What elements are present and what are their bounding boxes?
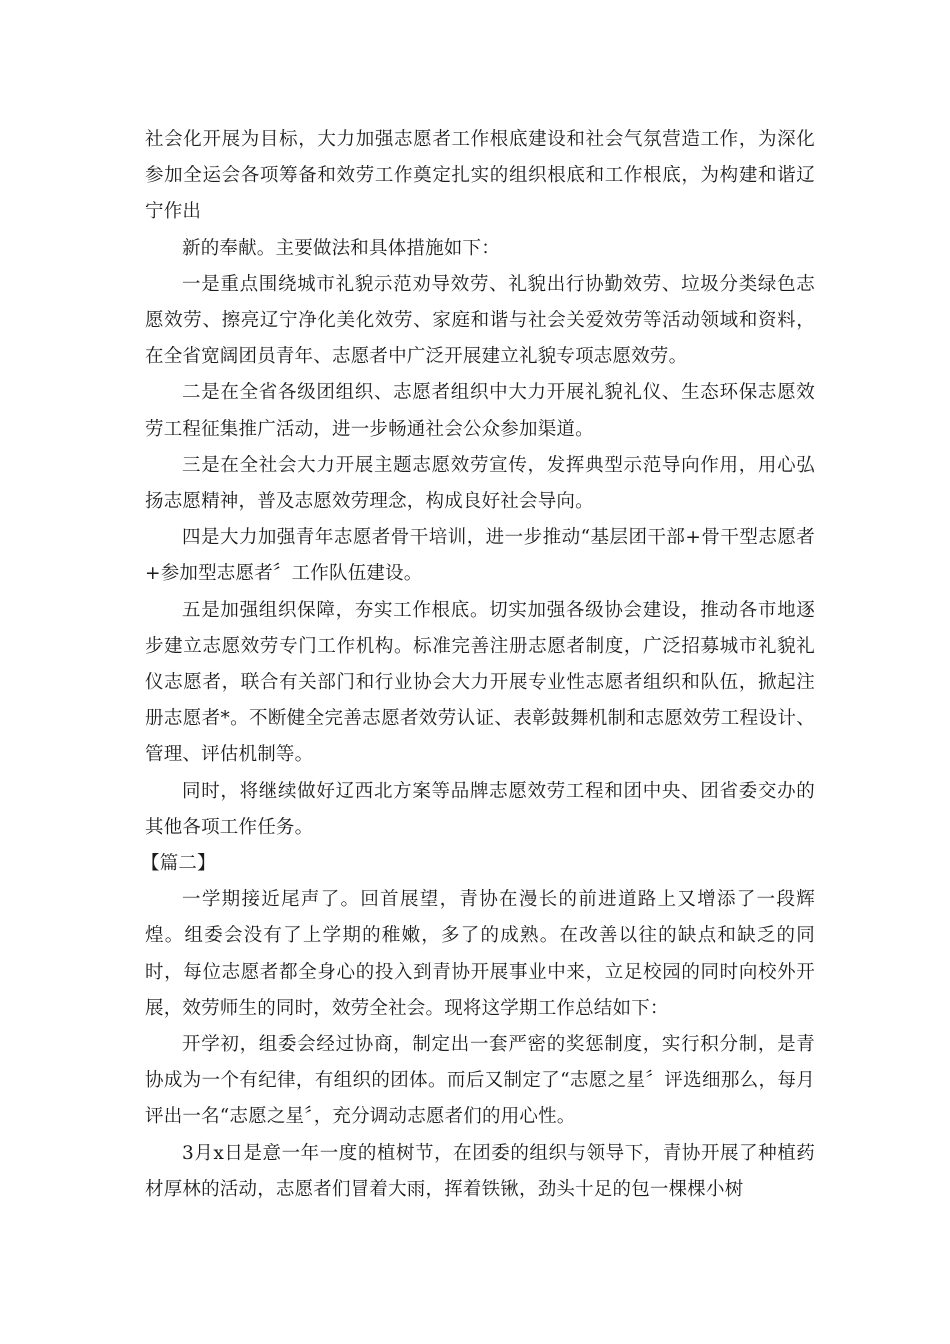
paragraph-measure-five: 五是加强组织保障，夯实工作根底。切实加强各级协会建设，推动各市地逐步建立志愿效劳专门工作机构。标准完善注册志愿者制度，广泛招募城市礼貌礼仪志愿者，联合有关部门和行业协会大力开展专业性志愿者组织和队伍，掀起注册志愿者*。不断健全完善志愿者效劳认证、表彰鼓舞机制和志愿效劳工程设计、管理、评估机制等。 [145,599,815,766]
paragraph-tree-planting: 3月x日是意一年一度的植树节，在团委的组织与领导下，青协开展了种植药材厚林的活动，志愿者们冒着大雨，挥着铁锹，劲头十足的包一棵棵小树 [145,1142,815,1200]
paragraph-measure-two: 二是在全省各级团组织、志愿者组织中大力开展礼貌礼仪、生态环保志愿效劳工程征集推广活动，进一步畅通社会公众参加渠道。 [145,382,815,440]
paragraph-closing: 同时，将继续做好辽西北方案等品牌志愿效劳工程和团中央、团省委交办的其他各项工作任务。 [145,780,815,838]
paragraph-rules: 开学初，组委会经过协商，制定出一套严密的奖惩制度，实行积分制，是青协成为一个有纪律，有组织的团体。而后又制定了“志愿之星〞评选细那么，每月评出一名“志愿之星〞，充分调动志愿者们的用心性。 [145,1034,815,1128]
paragraph-measure-four: 四是大力加强青年志愿者骨干培训，进一步推动“基层团干部+骨干型志愿者+参加型志愿者〞工作队伍建设。 [145,527,815,585]
paragraph-measure-one: 一是重点围绕城市礼貌示范劝导效劳、礼貌出行协勤效劳、垃圾分类绿色志愿效劳、擦亮辽宁净化美化效劳、家庭和谐与社会关爱效劳等活动领域和资料，在全省宽阔团员青年、志愿者中广泛开展建立礼貌专项志愿效劳。 [145,273,815,368]
section-heading: 【篇二】 [141,853,216,875]
paragraph-measure-three: 三是在全社会大力开展主题志愿效劳宣传，发挥典型示范导向作用，用心弘扬志愿精神，普及志愿效劳理念，构成良好社会导向。 [145,454,815,513]
document-body [141,122,815,1208]
paragraph-semester-review: 一学期接近尾声了。回首展望，青协在漫长的前进道路上又增添了一段辉煌。组委会没有了上学期的稚嫩，多了的成熟。在改善以往的缺点和缺乏的同时，每位志愿者都全身心的投入到青协开展事业中来，立足校园的同时向校外开展，效劳师生的同时，效劳全社会。现将这学期工作总结如下： [145,889,815,1019]
paragraph-intro-continued: 社会化开展为目标，大力加强志愿者工作根底建设和社会气氛营造工作，为深化参加全运会各项筹备和效劳工作奠定扎实的组织根底和工作根底，为构建和谐辽宁作出 [145,129,815,223]
paragraph-measures-intro: 新的奉献。主要做法和具体措施如下： [182,237,500,259]
